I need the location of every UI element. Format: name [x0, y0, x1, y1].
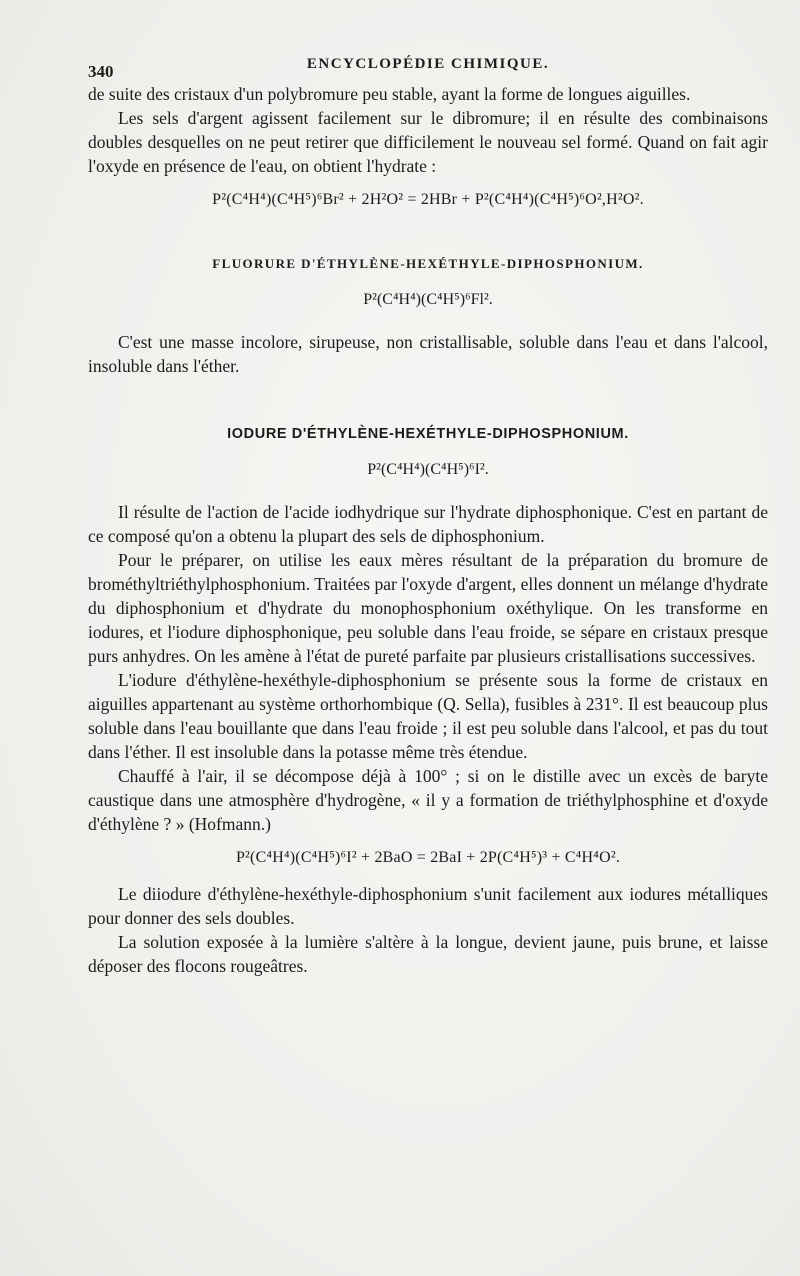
formula-iodure: P²(C⁴H⁴)(C⁴H⁵)⁶I².	[367, 461, 489, 478]
page-number: 340	[88, 62, 114, 81]
paragraph-iodure-decomposition: Chauffé à l'air, il se décompose déjà à 100° ; si on le distille avec un excès de baryte caustique dans une atmosphère d'hydrogène, « il y a formation de triéthylphosphine et d'oxyde d'éthylène ? » (Hofmann.)	[88, 766, 768, 834]
formula-fluorure: P²(C⁴H⁴)(C⁴H⁵)⁶Fl².	[363, 291, 493, 308]
paragraph-iodure-origin: Il résulte de l'action de l'acide iodhydrique sur l'hydrate diphosphonique. C'est en partant de ce composé qu'on a obtenu la plupart des sels de diphosphonium.	[88, 502, 768, 546]
paragraph-light-alteration: La solution exposée à la lumière s'altère à la longue, devient jaune, puis brune, et laisse déposer des flocons rougeâtres.	[88, 932, 768, 976]
formula-hydrate: P²(C⁴H⁴)(C⁴H⁵)⁶Br² + 2H²O² = 2HBr + P²(C⁴H⁴)(C⁴H⁵)⁶O²,H²O².	[212, 191, 644, 208]
paragraph-fluorure: C'est une masse incolore, sirupeuse, non cristallisable, soluble dans l'eau et dans l'alcool, insoluble dans l'éther.	[88, 332, 768, 376]
page-header	[88, 56, 768, 82]
section-heading-fluorure: FLUORURE D'ÉTHYLÈNE-HEXÉTHYLE-DIPHOSPHONIUM.	[212, 256, 644, 271]
running-title: ENCYCLOPÉDIE CHIMIQUE.	[306, 56, 550, 72]
paragraph-silver-salts: Les sels d'argent agissent facilement sur le dibromure; il en résulte des combinaisons doubles desquelles on ne peut retirer que difficilement le nouveau sel formé. Quand on fait agir l'oxyde en présence de l'eau, on obtient l'hydrate :	[88, 108, 768, 176]
section-heading-iodure: IODURE D'ÉTHYLÈNE-HEXÉTHYLE-DIPHOSPHONIUM.	[227, 426, 629, 442]
paragraph-iodure-preparation: Pour le préparer, on utilise les eaux mères résultant de la préparation du bromure de brométhyltriéthylphosphonium. Traitées par l'oxyde d'argent, elles donnent un mélange d'hydrate du diphosphonium et d'hydrate du monophosphonium oxéthylique. On les transforme en iodures, et l'iodure diphosphonique, peu soluble dans l'eau froide, se sépare en cristaux presque purs anhydres. On les amène à l'état de pureté parfaite par plusieurs cristallisations successives.	[88, 550, 768, 666]
formula-decomposition: P²(C⁴H⁴)(C⁴H⁵)⁶I² + 2BaO = 2BaI + 2P(C⁴H⁵)³ + C⁴H⁴O².	[235, 849, 621, 866]
paragraph-iodure-properties: L'iodure d'éthylène-hexéthyle-diphosphonium se présente sous la forme de cristaux en aiguilles appartenant au système orthorhombique (Q. Sella), fusibles à 231°. Il est beaucoup plus soluble dans l'eau bouillante que dans l'eau froide ; il est peu soluble dans l'alcool, et pas du tout dans l'éther. Il est insoluble dans la potasse même très étendue.	[88, 670, 768, 762]
page-body	[88, 82, 768, 978]
paragraph-intro-continuation: de suite des cristaux d'un polybromure peu stable, ayant la forme de longues aiguilles.	[88, 84, 691, 104]
paragraph-double-salts: Le diiodure d'éthylène-hexéthyle-diphosphonium s'unit facilement aux iodures métalliques pour donner des sels doubles.	[88, 884, 768, 928]
